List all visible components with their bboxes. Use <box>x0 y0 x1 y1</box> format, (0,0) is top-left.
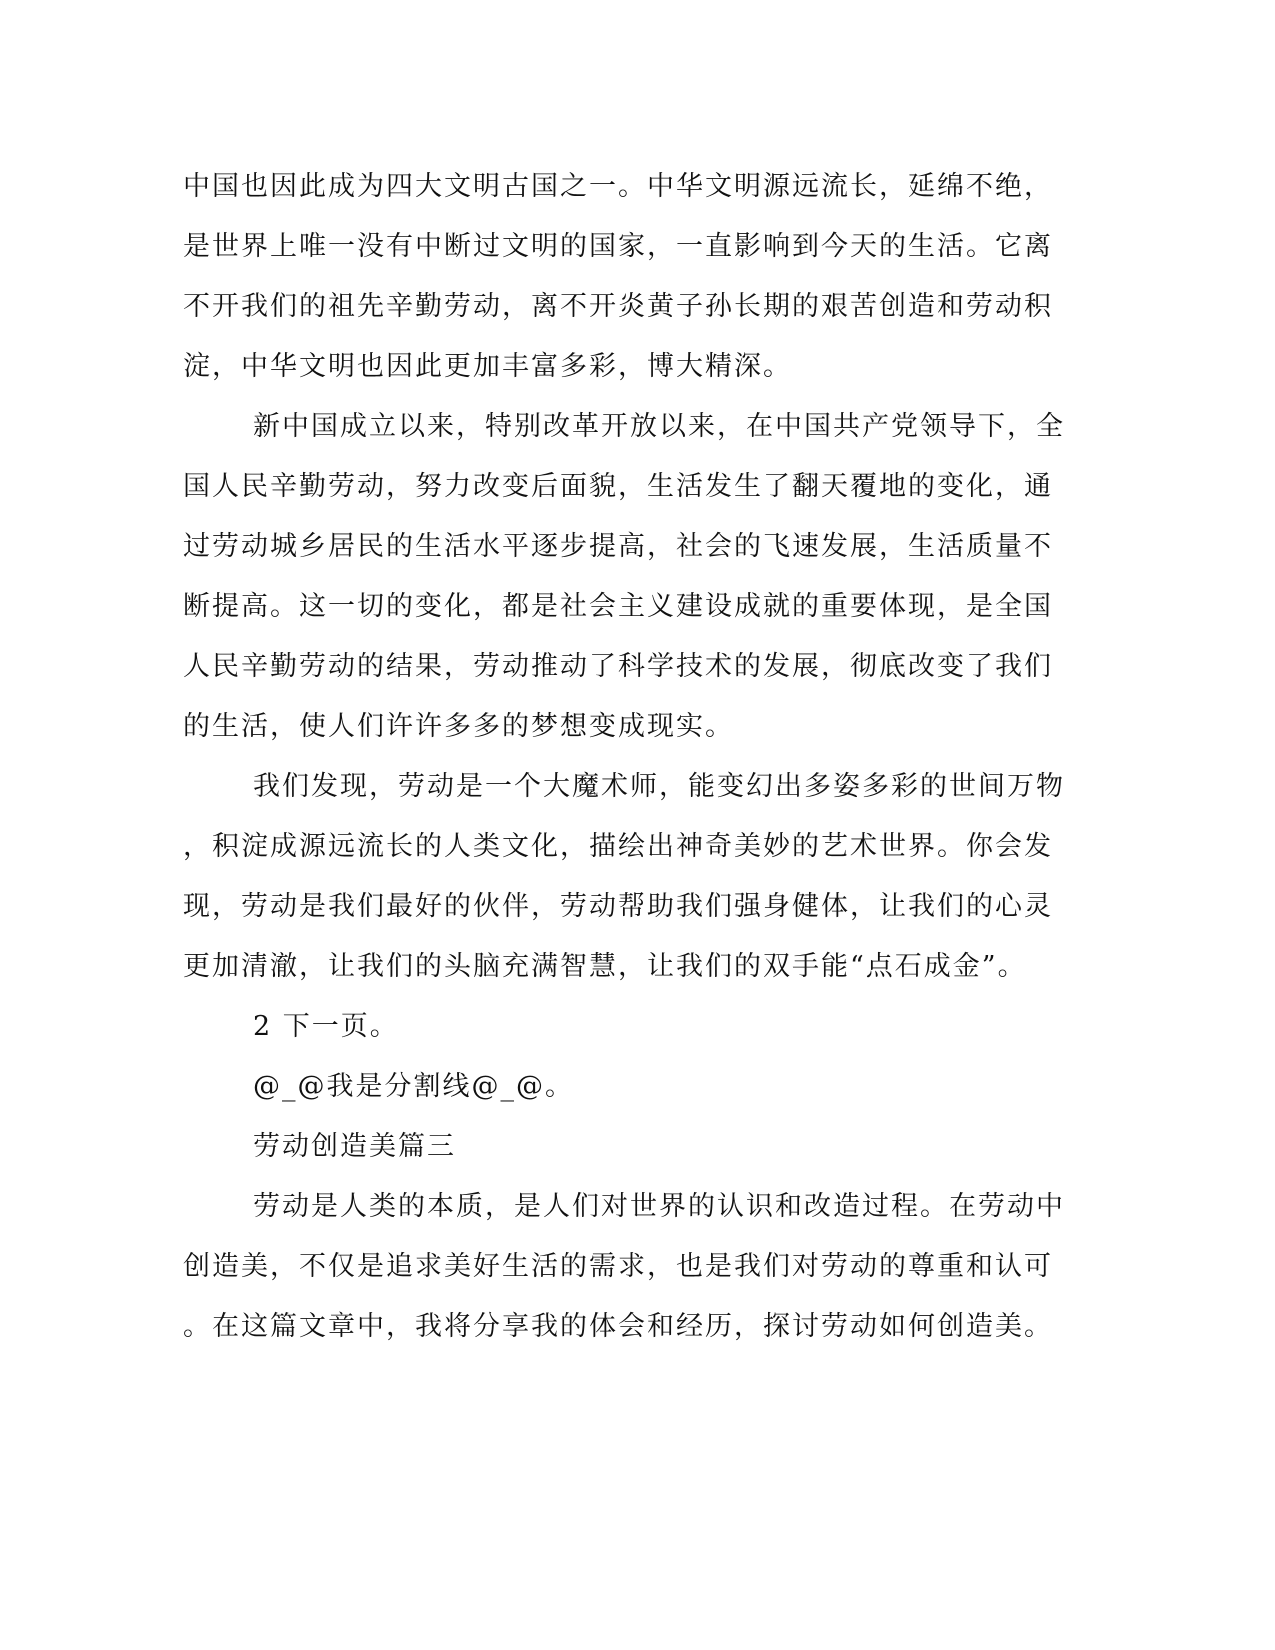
text-line: 淀，中华文明也因此更加丰富多彩，博大精深。 <box>183 351 792 382</box>
next-page-link[interactable]: 2 下一页。 <box>253 1011 399 1042</box>
text-line: 人民辛勤劳动的结果，劳动推动了科学技术的发展，彻底改变了我们 <box>183 651 1053 682</box>
text-line: 国人民辛勤劳动，努力改变后面貌，生活发生了翻天覆地的变化，通 <box>183 471 1053 502</box>
document-body <box>183 157 1065 1357</box>
paragraph-essence <box>183 1177 1065 1357</box>
paragraph-magician <box>183 757 1065 997</box>
text-line: 断提高。这一切的变化，都是社会主义建设成就的重要体现，是全国 <box>183 591 1053 622</box>
text-line: ，积淀成源远流长的人类文化，描绘出神奇美妙的艺术世界。你会发 <box>183 831 1053 862</box>
text-line: 不开我们的祖先辛勤劳动，离不开炎黄子孙长期的艰苦创造和劳动积 <box>183 291 1053 322</box>
text-line: 的生活，使人们许许多多的梦想变成现实。 <box>183 711 734 742</box>
paragraph-civilization <box>183 157 1053 397</box>
text-line: 是世界上唯一没有中断过文明的国家，一直影响到今天的生活。它离 <box>183 231 1053 262</box>
text-line: 新中国成立以来，特别改革开放以来，在中国共产党领导下，全 <box>253 411 1065 442</box>
text-line: 更加清澈，让我们的头脑充满智慧，让我们的双手能“点石成金”。 <box>183 951 1027 982</box>
text-line: 劳动是人类的本质，是人们对世界的认识和改造过程。在劳动中 <box>253 1191 1065 1222</box>
text-line: 中国也因此成为四大文明古国之一。中华文明源远流长，延绵不绝， <box>183 171 1053 202</box>
divider-text: @_@我是分割线@_@。 <box>253 1071 574 1102</box>
text-line: 。在这篇文章中，我将分享我的体会和经历，探讨劳动如何创造美。 <box>183 1311 1053 1342</box>
text-line: 现，劳动是我们最好的伙伴，劳动帮助我们强身健体，让我们的心灵 <box>183 891 1053 922</box>
section-title: 劳动创造美篇三 <box>253 1131 456 1162</box>
text-line: 创造美，不仅是追求美好生活的需求，也是我们对劳动的尊重和认可 <box>183 1251 1053 1282</box>
text-line: 过劳动城乡居民的生活水平逐步提高，社会的飞速发展，生活质量不 <box>183 531 1053 562</box>
paragraph-new-china <box>183 397 1065 757</box>
text-line: 我们发现，劳动是一个大魔术师，能变幻出多姿多彩的世间万物 <box>253 771 1065 802</box>
